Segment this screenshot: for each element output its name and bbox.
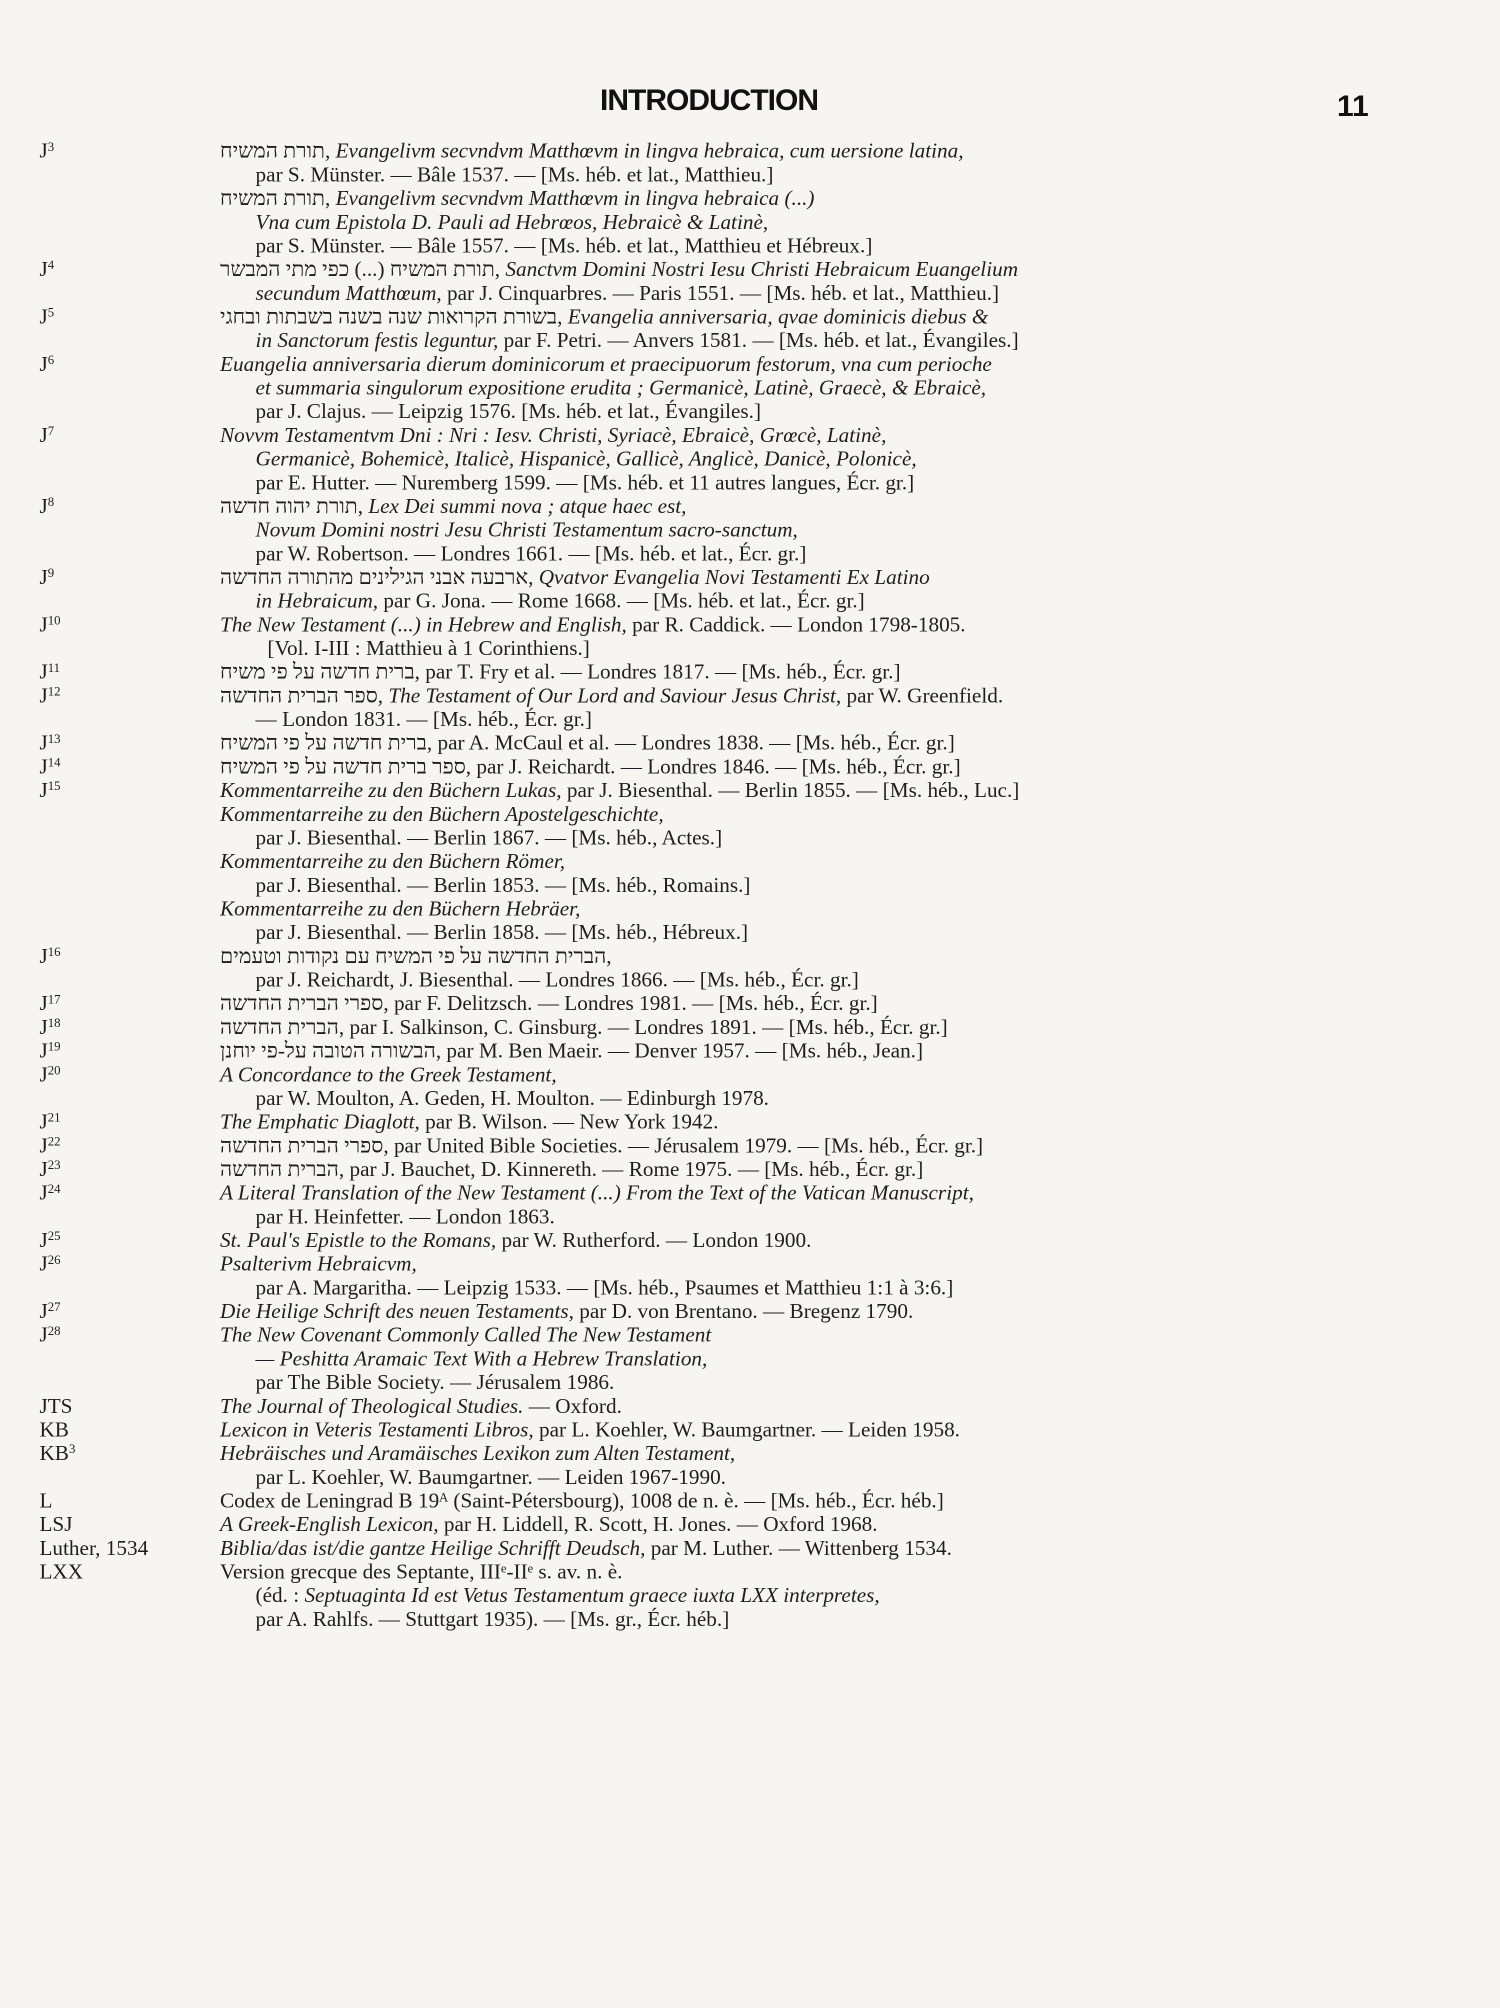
work-title: Septuaginta Id est Vetus Testamentum graece iuxta LXX interpretes, (304, 1583, 880, 1608)
entry-siglum: $J^{16}$ (39, 944, 61, 968)
entry-text: par L. Koehler, W. Baumgartner. — Leiden 1958. (533, 1417, 960, 1442)
entry-line (220, 1299, 1480, 1323)
entry-siglum: $J^{13}$ (39, 731, 61, 755)
siglum-superscript: 23 (47, 1157, 61, 1173)
entry-line (220, 873, 1480, 897)
entry-line (220, 1489, 1480, 1513)
entry-text: [Vol. I-III : Matthieu à 1 Corinthiens.] (267, 636, 590, 660)
bibliography-entry (0, 1394, 1480, 1418)
entry-line (220, 778, 1480, 802)
bibliography-entry (0, 778, 1480, 944)
entry-line (220, 1512, 1480, 1536)
entry-text: par T. Fry et al. — Londres 1817. — [Ms. héb., Écr. gr.] (419, 659, 901, 684)
entry-text: par W. Robertson. — Londres 1661. — [Ms. héb. et lat., Écr. gr.] (255, 541, 807, 566)
entry-line (220, 352, 1480, 376)
entry-line (220, 281, 1480, 305)
bibliography-entry (0, 660, 1480, 684)
entry-siglum: LXX (39, 1559, 84, 1584)
comma: , (324, 139, 331, 163)
comma: , (338, 1015, 345, 1039)
entry-line (220, 991, 1480, 1015)
entry-line (220, 684, 1480, 708)
entry-siglum: $J^{27}$ (39, 1299, 61, 1323)
hebrew-title: בשורת הקרואות שנה בשנה בשבתות ובחגי (220, 304, 558, 329)
entry-line (220, 163, 1480, 187)
work-title: Vna cum Epistola D. Pauli ad Hebrœos, Hebraicè & Latinè, (255, 210, 769, 234)
entry-siglum: Luther, 1534 (39, 1536, 149, 1560)
entry-line (220, 1157, 1480, 1181)
hebrew-title: ספרי הברית החדשה (220, 1133, 384, 1158)
entry-line (220, 139, 1480, 163)
entry-line (220, 1086, 1480, 1110)
hebrew-title: ספרי הברית החדשה (220, 991, 384, 1016)
comma: , (426, 731, 433, 755)
entry-line (220, 1228, 1480, 1252)
work-title: A Literal Translation of the New Testament (...) From the Text of the Vatican Manuscript, (220, 1180, 974, 1205)
bibliography-entry (0, 1134, 1480, 1158)
bibliography-entry (0, 1181, 1480, 1228)
entry-line (220, 1418, 1480, 1442)
comma: , (383, 991, 389, 1016)
entry-line (220, 1560, 1480, 1584)
hebrew-title: ספר הברית החדשה (220, 683, 378, 708)
entry-line (220, 494, 1480, 518)
comma: , (338, 1157, 345, 1181)
entry-text: par J. Reichardt, J. Biesenthal. — Londres 1866. — [Ms. héb., Écr. gr.] (255, 967, 859, 992)
entry-line (220, 234, 1480, 258)
entry-siglum: $J^6$ (39, 352, 55, 376)
siglum-superscript: 20 (47, 1062, 61, 1078)
siglum-superscript: 6 (47, 352, 55, 367)
entry-siglum: $J^{15}$ (39, 778, 61, 803)
bibliography-entry (0, 991, 1480, 1015)
entry-line (220, 1394, 1480, 1418)
entry-text: Codex de Leningrad B 19ᴬ (Saint-Pétersbourg), 1008 de n. è. — [Ms. héb., Écr. héb.] (220, 1488, 944, 1513)
entry-line (220, 1607, 1480, 1631)
bibliography-entry (0, 139, 1480, 257)
work-title: et summaria singulorum expositione erudita ; Germanicè, Latinè, Graecè, & Ebraicè, (255, 375, 987, 400)
hebrew-title: תורת המשיח (...) כפי מתי המבשר (220, 257, 495, 282)
entry-line (220, 305, 1480, 329)
work-title: Novum Domini nostri Jesu Christi Testamentum sacro-sanctum, (255, 517, 798, 542)
work-title: Evangelia anniversaria, qvae dominicis diebus & (567, 304, 989, 329)
work-title: The Journal of Theological Studies. (220, 1394, 524, 1418)
entry-text: par The Bible Society. — Jérusalem 1986. (255, 1370, 615, 1395)
entry-line (220, 257, 1480, 281)
entry-siglum: $J^5$ (39, 304, 55, 329)
hebrew-title: הבשורה הטובה על-פי יוחנן (220, 1038, 436, 1063)
siglum-superscript: 15 (47, 778, 61, 794)
comma: , (465, 754, 472, 779)
work-title: Qvatvor Evangelia Novi Testamenti Ex Latino (538, 565, 930, 589)
bibliography-entry (0, 1441, 1480, 1488)
work-title: Kommentarreihe zu den Büchern Hebräer, (220, 896, 581, 921)
work-title: Lex Dei summi nova ; atque haec est, (368, 494, 687, 518)
entry-text: par R. Caddick. — London 1798-1805. (626, 612, 966, 637)
entry-siglum: $J^{19}$ (39, 1038, 61, 1063)
siglum-superscript: 25 (47, 1228, 61, 1244)
siglum-superscript: 11 (47, 659, 61, 675)
entry-line (220, 1323, 1480, 1347)
comma: , (528, 565, 534, 589)
hebrew-title: תורת יהוה חדשה (220, 494, 358, 518)
bibliography-entry (0, 352, 1480, 423)
entry-siglum: LSJ (39, 1512, 73, 1537)
bibliography-entry (0, 684, 1480, 731)
siglum-superscript: 27 (47, 1299, 61, 1315)
entry-siglum: $J^{11}$ (39, 659, 61, 684)
entry-text: par J. Cinquarbres. — Paris 1551. — [Ms. héb. et lat., Matthieu.] (441, 281, 1000, 305)
entry-text: par H. Heinfetter. — London 1863. (255, 1204, 555, 1229)
entry-line (220, 1252, 1480, 1276)
work-title: The New Covenant Commonly Called The New Testament (220, 1323, 712, 1347)
entry-line (220, 731, 1480, 755)
entry-line (220, 1181, 1480, 1205)
entry-line (220, 1063, 1480, 1087)
page-number: 11 (1337, 90, 1369, 123)
work-title: Kommentarreihe zu den Büchern Römer, (220, 849, 566, 874)
bibliography-entry (0, 1110, 1480, 1134)
siglum-superscript: 14 (47, 754, 61, 770)
work-title: The Emphatic Diaglott, (220, 1109, 420, 1134)
siglum-superscript: 18 (47, 1015, 61, 1030)
work-title: Hebräisches und Aramäisches Lexikon zum Alten Testament, (220, 1441, 736, 1466)
entry-text: par J. Biesenthal. — Berlin 1858. — [Ms. héb., Hébreux.] (255, 920, 749, 945)
entry-text: par B. Wilson. — New York 1942. (419, 1109, 719, 1134)
entry-line (220, 423, 1480, 447)
work-title: Biblia/das ist/die gantze Heilige Schrifft Deudsch, (220, 1536, 646, 1560)
entry-line (220, 707, 1480, 731)
entry-siglum: L (39, 1488, 53, 1513)
siglum-superscript: 4 (47, 257, 55, 273)
comma: , (494, 257, 501, 282)
bibliography-entry (0, 1015, 1480, 1039)
entry-text: par H. Liddell, R. Scott, H. Jones. — Oxford 1968. (438, 1512, 878, 1537)
entry-text: par F. Delitzsch. — Londres 1981. — [Ms. héb., Écr. gr.] (388, 991, 878, 1016)
entry-line (220, 399, 1480, 423)
comma: , (606, 944, 612, 968)
comma: , (383, 1133, 389, 1158)
entry-text: par A. Margaritha. — Leipzig 1533. — [Ms. héb., Psaumes et Matthieu 1:1 à 3:6.] (255, 1275, 954, 1300)
entry-line (220, 210, 1480, 234)
work-title: Lexicon in Veteris Testamenti Libros, (220, 1417, 534, 1442)
siglum-superscript: 19 (47, 1038, 61, 1054)
siglum-superscript: 12 (47, 683, 61, 699)
entry-siglum: $J^3$ (39, 139, 55, 163)
entry-text: par M. Luther. — Wittenberg 1534. (645, 1536, 952, 1560)
entry-siglum: $J^9$ (39, 565, 55, 589)
siglum-superscript: 9 (47, 565, 55, 581)
entry-siglum: $J^{23}$ (39, 1157, 61, 1181)
hebrew-title: הברית החדשה (220, 1015, 339, 1039)
entry-line (220, 565, 1480, 589)
bibliography-entry (0, 755, 1480, 779)
entry-text: par W. Rutherford. — London 1900. (496, 1228, 812, 1252)
comma: , (324, 186, 331, 211)
entry-line (220, 542, 1480, 566)
page-header-title: INTRODUCTION (600, 84, 818, 117)
entry-text: par A. Rahlfs. — Stuttgart 1935). — [Ms. gr., Écr. héb.] (255, 1607, 730, 1631)
work-title: Kommentarreihe zu den Büchern Apostelgeschichte, (220, 802, 664, 826)
bibliography-entry (0, 423, 1480, 494)
bibliography-entry (0, 944, 1480, 991)
bibliography-entry (0, 731, 1480, 755)
entry-line (220, 1205, 1480, 1229)
entry-siglum: $J^{12}$ (39, 683, 61, 708)
siglum-superscript: 3 (47, 139, 55, 154)
entry-text: par M. Ben Maeir. — Denver 1957. — [Ms. héb., Jean.] (441, 1038, 924, 1063)
entry-line (220, 186, 1480, 210)
comma: , (557, 304, 563, 329)
bibliography-entry (0, 1299, 1480, 1323)
work-title: A Concordance to the Greek Testament, (220, 1062, 557, 1087)
siglum-superscript: 3 (68, 1441, 76, 1457)
entry-line (220, 518, 1480, 542)
work-title: — Peshitta Aramaic Text With a Hebrew Translation, (255, 1346, 708, 1371)
bibliography-entry (0, 1489, 1480, 1513)
hebrew-title: ברית חדשה על פי המשיח (220, 731, 427, 755)
work-title: Sanctvm Domini Nostri Iesu Christi Hebraicum Euangelium (505, 257, 1019, 282)
hebrew-title: ארבעה אבני הגילינים מהתורה החדשה (220, 565, 529, 589)
entry-line (220, 447, 1480, 471)
entry-text: par J. Reichardt. — Londres 1846. — [Ms. héb., Écr. gr.] (471, 754, 961, 779)
entry-line (220, 1015, 1480, 1039)
entry-line (220, 376, 1480, 400)
bibliography-entry (0, 1157, 1480, 1181)
entry-line (220, 1134, 1480, 1158)
entry-text: par I. Salkinson, C. Ginsburg. — Londres 1891. — [Ms. héb., Écr. gr.] (344, 1015, 948, 1039)
entry-text: par J. Clajus. — Leipzig 1576. [Ms. héb. et lat., Évangiles.] (255, 399, 762, 424)
bibliography-entry (0, 1418, 1480, 1442)
hebrew-title: הברית החדשה על פי המשיח עם נקודות וטעמים (220, 944, 607, 968)
work-title: Germanicè, Bohemicè, Italicè, Hispanicè, Gallicè, Anglicè, Danicè, Polonicè, (255, 446, 917, 471)
bibliography-entry (0, 1228, 1480, 1252)
work-title: Psalterivm Hebraicvm, (220, 1251, 417, 1276)
entry-text: par A. McCaul et al. — Londres 1838. — [Ms. héb., Écr. gr.] (432, 731, 955, 755)
entry-line (220, 755, 1480, 779)
entry-siglum: $J^{20}$ (39, 1062, 61, 1087)
entry-line (220, 897, 1480, 921)
entry-line (220, 1039, 1480, 1063)
entry-siglum: $J^{24}$ (39, 1180, 61, 1205)
entry-line (220, 636, 1480, 660)
siglum-superscript: 26 (47, 1251, 61, 1267)
entry-siglum: $J^4$ (39, 257, 55, 282)
entry-siglum: $KB^3$ (39, 1441, 76, 1466)
entry-text: par F. Petri. — Anvers 1581. — [Ms. héb. et lat., Évangiles.] (498, 328, 1019, 353)
entry-text: par W. Greenfield. (841, 683, 1004, 708)
entry-line (220, 968, 1480, 992)
entry-line (220, 849, 1480, 873)
bibliography-entry (0, 1252, 1480, 1299)
entry-text: par J. Biesenthal. — Berlin 1853. — [Ms. héb., Romains.] (255, 873, 751, 897)
entry-text: par J. Bauchet, D. Kinnereth. — Rome 1975. — [Ms. héb., Écr. gr.] (344, 1157, 924, 1181)
bibliography-entry (0, 257, 1480, 304)
entry-siglum: $J^{26}$ (39, 1251, 61, 1276)
entry-text: — Oxford. (523, 1394, 622, 1418)
siglum-superscript: 16 (47, 944, 61, 959)
siglum-superscript: 5 (47, 304, 55, 320)
bibliography-entry (0, 494, 1480, 565)
hebrew-title: תורת המשיח (220, 139, 325, 163)
bibliography-entry (0, 1323, 1480, 1394)
bibliography-entry (0, 613, 1480, 660)
entry-line (220, 589, 1480, 613)
entry-siglum: $J^{21}$ (39, 1109, 61, 1134)
entry-siglum: KB (39, 1417, 69, 1442)
entry-line (220, 1536, 1480, 1560)
entry-line (220, 920, 1480, 944)
siglum-superscript: 17 (47, 991, 61, 1007)
bibliography-entry (0, 565, 1480, 612)
entry-siglum: $J^{14}$ (39, 754, 61, 779)
hebrew-title: תורת המשיח (220, 186, 325, 211)
bibliography-list (0, 139, 1480, 1631)
bibliography-entry (0, 1063, 1480, 1110)
siglum-superscript: 7 (47, 423, 55, 438)
entry-text: par J. Biesenthal. — Berlin 1855. — [Ms. héb., Luc.] (561, 778, 1020, 803)
siglum-superscript: 24 (47, 1180, 61, 1196)
entry-siglum: $J^{28}$ (39, 1323, 61, 1347)
entry-text: par W. Moulton, A. Geden, H. Moulton. — Edinburgh 1978. (255, 1086, 769, 1110)
entry-text: — London 1831. — [Ms. héb., Écr. gr.] (255, 707, 592, 731)
work-title: A Greek-English Lexicon, (220, 1512, 439, 1537)
entry-siglum: $J^{25}$ (39, 1228, 61, 1252)
siglum-superscript: 28 (47, 1323, 61, 1338)
entry-text: par S. Münster. — Bâle 1537. — [Ms. héb. et lat., Matthieu.] (255, 162, 774, 187)
entry-text: par D. von Brentano. — Bregenz 1790. (573, 1299, 914, 1323)
siglum-superscript: 8 (47, 494, 55, 509)
entry-line (220, 471, 1480, 495)
entry-text: par G. Jona. — Rome 1668. — [Ms. héb. et lat., Écr. gr.] (378, 588, 865, 613)
work-title: Die Heilige Schrift des neuen Testaments, (220, 1299, 574, 1323)
hebrew-title: ספר ברית חדשה על פי המשיח (220, 754, 466, 779)
work-title: in Hebraicum, (255, 588, 379, 613)
bibliography-entry (0, 305, 1480, 352)
entry-line (220, 613, 1480, 637)
siglum-superscript: 13 (47, 731, 61, 746)
entry-text: par United Bible Societies. — Jérusalem 1979. — [Ms. héb., Écr. gr.] (388, 1133, 984, 1158)
work-title: Kommentarreihe zu den Büchern Lukas, (220, 778, 562, 803)
entry-line (220, 826, 1480, 850)
work-title: Evangelivm secvndvm Matthœvm in lingva hebraica (...) (335, 186, 815, 211)
siglum-superscript: 21 (47, 1109, 61, 1125)
entry-text: par J. Biesenthal. — Berlin 1867. — [Ms. héb., Actes.] (255, 825, 723, 850)
entry-siglum: $J^7$ (39, 423, 55, 447)
bibliography-entry (0, 1536, 1480, 1560)
bibliography-entry (0, 1039, 1480, 1063)
entry-text: par E. Hutter. — Nuremberg 1599. — [Ms. héb. et 11 autres langues, Écr. gr.] (255, 470, 915, 495)
hebrew-title: הברית החדשה (220, 1157, 339, 1181)
entry-line (220, 1110, 1480, 1134)
entry-siglum: $J^{10}$ (39, 612, 61, 637)
entry-siglum: $J^{22}$ (39, 1133, 61, 1158)
entry-line (220, 1583, 1480, 1607)
entry-text: Version grecque des Septante, IIIᵉ-IIᵉ s. av. n. è. (220, 1559, 623, 1584)
entry-line (220, 1465, 1480, 1489)
bibliography-entry (0, 1560, 1480, 1631)
work-title: St. Paul's Epistle to the Romans, (220, 1228, 497, 1252)
entry-line (220, 802, 1480, 826)
work-title: The Testament of Our Lord and Saviour Jesus Christ, (388, 683, 842, 708)
entry-line (220, 1441, 1480, 1465)
work-title: Euangelia anniversaria dierum dominicorum et praecipuorum festorum, vna cum perioche (220, 352, 992, 376)
entry-text: (éd. : (255, 1583, 305, 1608)
entry-text: par S. Münster. — Bâle 1557. — [Ms. héb. et lat., Matthieu et Hébreux.] (255, 233, 873, 258)
hebrew-title: ברית חדשה על פי משיח (220, 659, 415, 684)
entry-line (220, 660, 1480, 684)
entry-line (220, 1347, 1480, 1371)
siglum-superscript: 10 (47, 612, 61, 628)
comma: , (377, 683, 384, 708)
work-title: The New Testament (...) in Hebrew and English, (220, 612, 627, 637)
entry-siglum: $J^{17}$ (39, 991, 61, 1016)
comma: , (357, 494, 364, 518)
work-title: secundum Matthœum, (255, 281, 442, 305)
entry-siglum: $J^{18}$ (39, 1015, 61, 1039)
bibliography-entry (0, 1512, 1480, 1536)
work-title: Evangelivm secvndvm Matthœvm in lingva hebraica, cum uersione latina, (335, 139, 964, 163)
work-title: in Sanctorum festis leguntur, (255, 328, 499, 353)
entry-line (220, 944, 1480, 968)
comma: , (414, 659, 420, 684)
work-title: Novvm Testamentvm Dni : Nri : Iesv. Christi, Syriacè, Ebraicè, Grœcè, Latinè, (220, 423, 887, 447)
entry-siglum: JTS (39, 1394, 73, 1418)
entry-line (220, 1276, 1480, 1300)
entry-text: par L. Koehler, W. Baumgartner. — Leiden 1967-1990. (255, 1465, 727, 1489)
entry-siglum: $J^8$ (39, 494, 55, 518)
comma: , (435, 1038, 442, 1063)
entry-line (220, 1370, 1480, 1394)
entry-line (220, 328, 1480, 352)
siglum-superscript: 22 (47, 1133, 61, 1149)
